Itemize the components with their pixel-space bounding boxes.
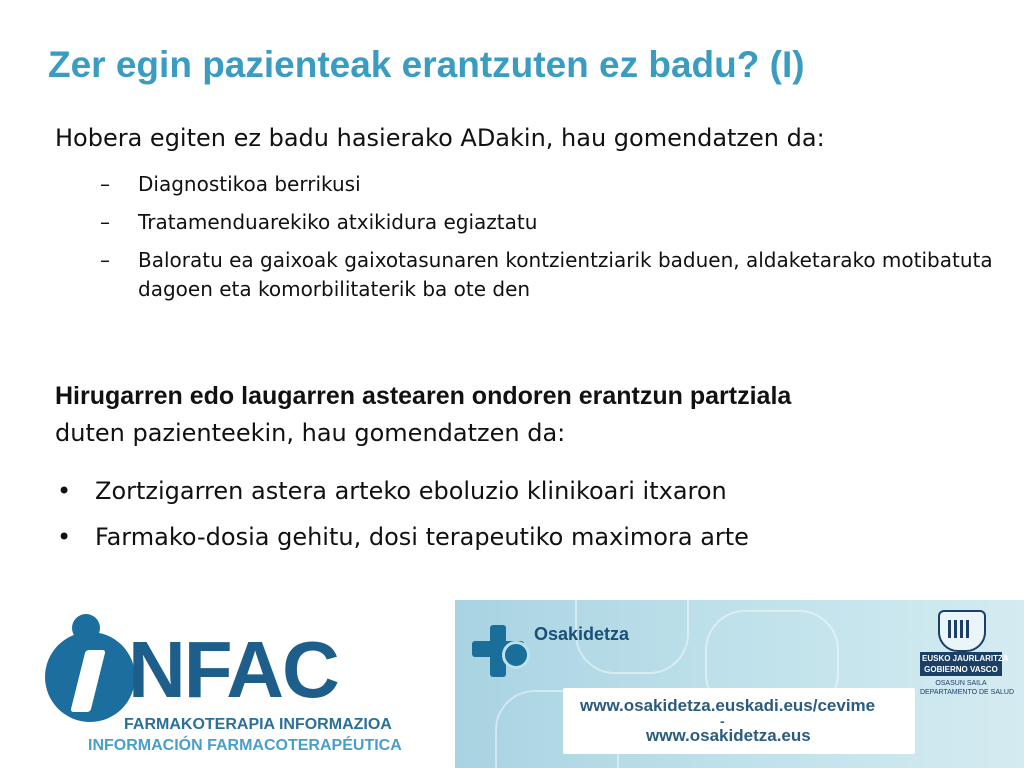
intro-text: Hobera egiten ez badu hasierako ADakin, hau gomendatzen da: (55, 124, 825, 152)
dash-marker: – (100, 210, 110, 234)
gov-line2: GOBIERNO VASCO (924, 665, 998, 674)
dash-marker: – (100, 248, 110, 272)
bullet-marker: • (57, 477, 72, 505)
sub-list-item (100, 246, 1010, 304)
bullet-list-item (55, 514, 1005, 560)
gov-line4: DEPARTAMENTO DE SALUD (920, 689, 1015, 696)
section2 (55, 380, 1005, 453)
bullet-text: Farmako-dosia gehitu, dosi terapeutiko maximora arte (95, 523, 749, 551)
gov-line1: EUSKO JAURLARITZA (922, 654, 1009, 663)
osakidetza-name: Osakidetza (534, 624, 630, 644)
crest-detail-icon (948, 620, 972, 638)
url-osakidetza-link[interactable]: www.osakidetza.eus (646, 726, 811, 745)
infac-logo-dot-icon (72, 614, 100, 642)
bullet-list-item (55, 468, 1005, 514)
infac-logo-text: NFAC (128, 625, 338, 714)
infac-logo-line1: FARMAKOTERAPIA INFORMAZIOA (124, 716, 392, 733)
bullet-list (55, 468, 1005, 560)
sub-item-text: Baloratu ea gaixoak gaixotasunaren kontzientziarik baduen, aldaketarako motibatuta dagoen eta komorbilitaterik ba ote den (138, 248, 993, 301)
url-cevime-link[interactable]: www.osakidetza.euskadi.eus/cevime (580, 696, 876, 715)
infac-logo-line2: INFORMACIÓN FARMACOTERAPÉUTICA (88, 737, 402, 754)
sub-item-text: Tratamenduarekiko atxikidura egiaztatu (138, 210, 538, 234)
sub-list-item (100, 208, 1010, 237)
section2-heading: Hirugarren edo laugarren astearen ondoren erantzun partziala (55, 382, 792, 410)
osakidetza-logo-dot-icon (502, 641, 530, 669)
url-separator: - (720, 713, 725, 729)
bullet-marker: • (57, 523, 72, 551)
sub-list-item (100, 170, 1010, 199)
gov-line3: OSASUN SAILA (935, 680, 987, 687)
section2-text: duten pazienteekin, hau gomendatzen da: (55, 419, 566, 447)
dash-marker: – (100, 172, 110, 196)
slide-title: Zer egin pazienteak erantzuten ez badu? (I) (48, 44, 805, 85)
sub-item-text: Diagnostikoa berrikusi (138, 172, 361, 196)
bullet-text: Zortzigarren astera arteko eboluzio klinikoari itxaron (95, 477, 727, 505)
sub-list (100, 170, 1010, 313)
